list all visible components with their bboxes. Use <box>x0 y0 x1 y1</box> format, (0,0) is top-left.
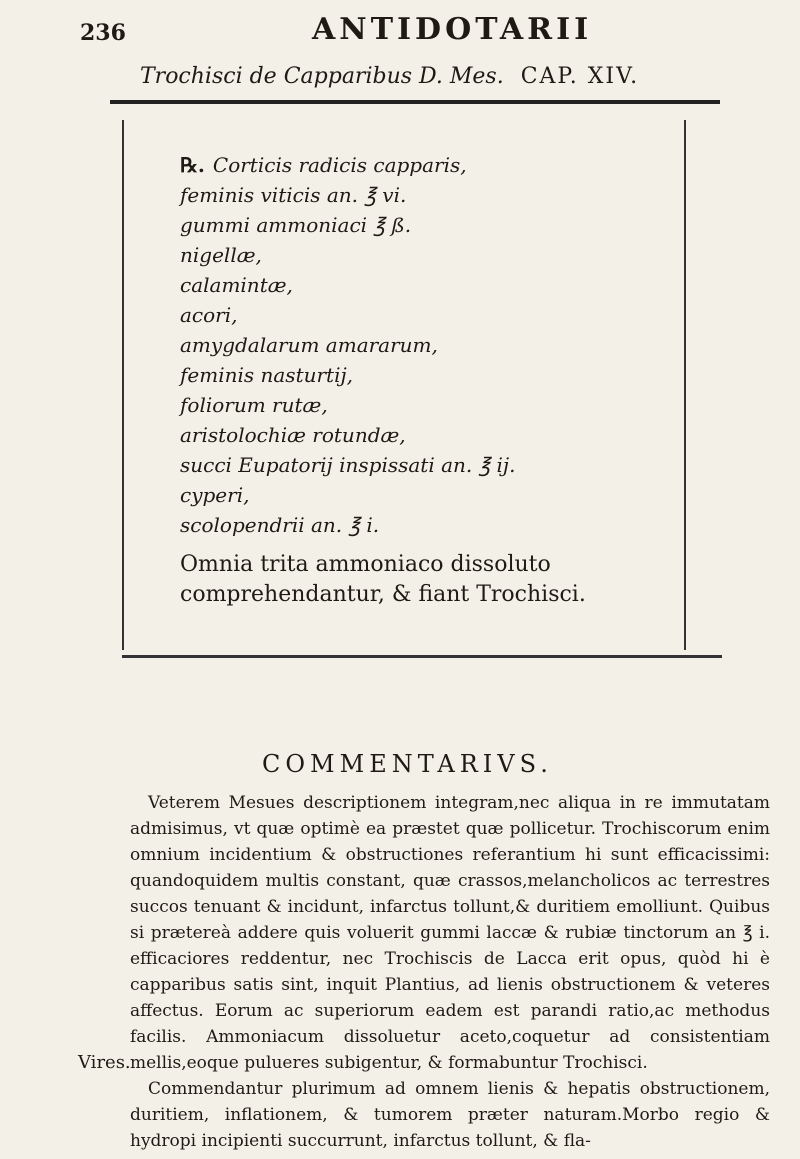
ingredient-line: aristolochiæ rotundæ, <box>180 423 406 447</box>
ingredient-line: acori, <box>180 303 238 327</box>
ingredient-line: calamintæ, <box>180 273 293 297</box>
commentary-title: COMMENTARIVS. <box>262 750 553 778</box>
page-number: 236 <box>80 20 126 46</box>
ingredient-line: foliorum rutæ, <box>180 393 328 417</box>
recipe-bottom-rule <box>122 655 722 658</box>
ingredient-line: amygdalarum amararum, <box>180 333 438 357</box>
ingredient-line: succi Eupatorij inspissati an. ℥ ij. <box>180 453 516 477</box>
margin-note: Vires. <box>78 1052 131 1073</box>
ingredient-line: feminis nasturtij, <box>180 363 354 387</box>
chapter-label: CAP. XIV. <box>520 64 640 89</box>
ingredient-line: cyperi, <box>180 483 250 507</box>
commentary-body <box>130 790 770 1154</box>
ingredient-line <box>180 150 700 180</box>
ingredient-line: scolopendrii an. ℥ i. <box>180 513 380 537</box>
ingredient-line: nigellæ, <box>180 243 262 267</box>
ingredient-list <box>180 150 700 540</box>
top-rule <box>110 100 720 104</box>
recipe-symbol: ℞. <box>180 153 205 177</box>
running-title: ANTIDOTARII <box>312 12 593 47</box>
ingredient-line: feminis viticis an. ℥ vi. <box>180 183 407 207</box>
commentary-paragraph: Commendantur plurimum ad omnem lienis & hepatis obstructionem, duritiem, inflationem, & tumorem præter naturam.Morbo regio & hydropi incipienti succurrunt, infarctus tollunt, & fla- <box>130 1079 770 1151</box>
subtitle-text: Trochisci de Capparibus D. Mes. <box>140 64 504 89</box>
section-heading <box>140 64 639 89</box>
recipe-instruction: Omnia trita ammoniaco dissoluto comprehendantur, & fiant Trochisci. <box>180 552 586 607</box>
ingredient-line: gummi ammoniaci ℥ ß. <box>180 213 412 237</box>
commentary-paragraph: Veterem Mesues descriptionem integram,nec aliqua in re immutatam admisimus, vt quæ optimè ea præstet quæ pollicetur. Trochiscorum enim omnium incidentium & obstructiones referantium hi sunt efficacissimi: quandoquidem multis constant, quæ crassos,melancholicos ac terrestres succos tenuant & incidunt, infarctus tollunt,& duritiem emolliunt. Quibus si prætereà addere quis voluerit gummi laccæ & rubiæ tinctorum an ℥ i. efficaciores reddentur, nec Trochiscis de Lacca erit opus, quòd hi è capparibus satis sint, inquit Plantius, ad lienis obstructionem & veteres affectus. Eorum ac superiorum eadem est parandi ratio,ac methodus facilis. Ammoniacum dissoluetur aceto,coquetur ad consistentiam mellis,eoque pulueres subigentur, & formabuntur Trochisci. <box>130 793 770 1073</box>
ingredient-text: Corticis radicis capparis, <box>212 153 467 177</box>
